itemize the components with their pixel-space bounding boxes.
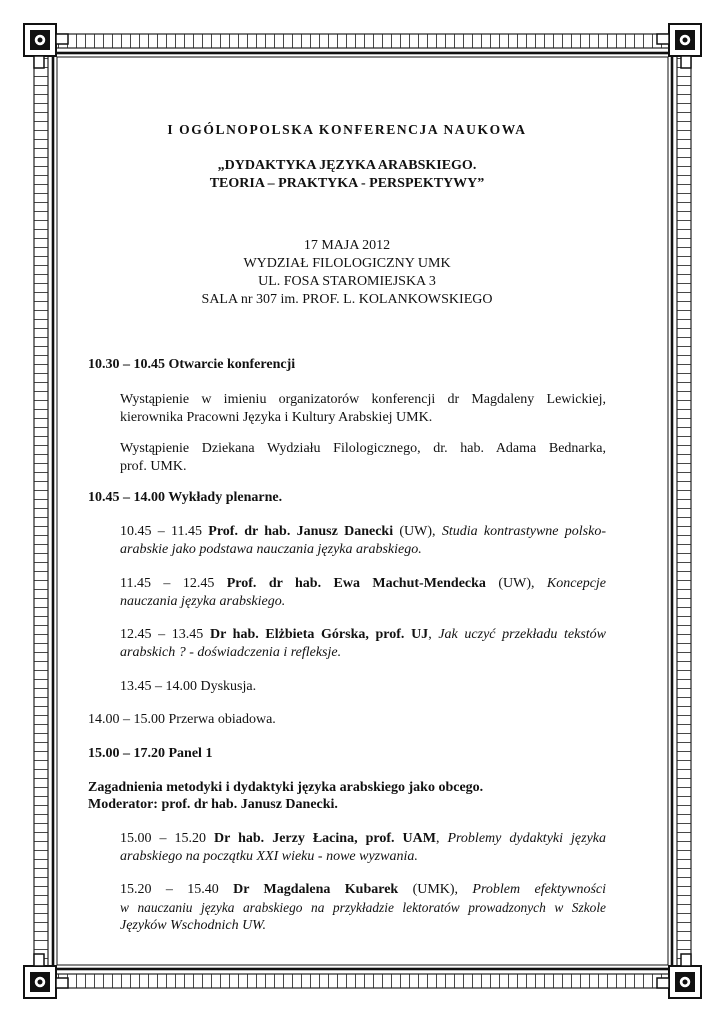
opening-paragraph-1-line2: kierownika Pracowni Języka i Kultury Arabskiej UMK. [120, 410, 433, 425]
plenary-talk-1-line1: 10.45 – 11.45 Prof. dr hab. Janusz Danecki (UW), Studia kontrastywne polsko- [120, 524, 607, 539]
panel-topic: Zagadnienia metodyki i dydaktyki języka arabskiego jako obcego. [88, 780, 484, 795]
conference-title: I OGÓLNOPOLSKA KONFERENCJA NAUKOWA [167, 122, 527, 137]
plenary-talk-3-line1: 12.45 – 13.45 Dr hab. Elżbieta Górska, prof. UJ, Jak uczyć przekładu tekstów [120, 627, 607, 642]
conference-date: 17 MAJA 2012 [303, 238, 391, 253]
opening-heading: 10.30 – 10.45 Otwarcie konferencji [88, 357, 296, 372]
opening-paragraph-2-line1: Wystąpienie Dziekana Wydziału Filologicznego, dr. hab. Adama Bednarka, [120, 441, 606, 456]
panel-talk-2-line2: w nauczaniu języka arabskiego na przykładzie lektoratów prowadzonych w Szkole [120, 900, 606, 915]
plenary-heading: 10.45 – 14.00 Wykłady plenarne. [88, 490, 283, 505]
panel-talk-1-line1: 15.00 – 15.20 Dr hab. Jerzy Łacina, prof. UAM, Problemy dydaktyki języka [120, 831, 606, 846]
panel-talk-2-line3: Języków Wschodnich UW. [120, 918, 267, 933]
plenary-talk-2-line2: nauczania języka arabskiego. [120, 594, 286, 609]
opening-paragraph-2-line2: prof. UMK. [120, 459, 187, 474]
lunch-break: 14.00 – 15.00 Przerwa obiadowa. [88, 712, 276, 727]
conference-street: UL. FOSA STAROMIEJSKA 3 [258, 274, 436, 289]
conference-subtitle-line2: TEORIA – PRAKTYKA - PERSPEKTYWY” [209, 176, 485, 191]
plenary-talk-2-line1: 11.45 – 12.45 Prof. dr hab. Ewa Machut-Mendecka (UW), Koncepcje [120, 576, 607, 591]
plenary-talk-3-line2: arabskich ? - doświadczenia i refleksje. [120, 645, 342, 660]
conference-room: SALA nr 307 im. PROF. L. KOLANKOWSKIEGO [201, 292, 493, 307]
panel-moderator: Moderator: prof. dr hab. Janusz Danecki. [88, 797, 338, 812]
plenary-discussion: 13.45 – 14.00 Dyskusja. [120, 679, 257, 694]
panel-talk-1-line2: arabskiego na początku XXI wieku - nowe wyzwania. [120, 849, 418, 864]
conference-subtitle-line1: „DYDAKTYKA JĘZYKA ARABSKIEGO. [217, 158, 477, 173]
panel-talk-2-line1: 15.20 – 15.40 Dr Magdalena Kubarek (UMK), Problem efektywności [120, 882, 607, 897]
conference-faculty: WYDZIAŁ FILOLOGICZNY UMK [243, 256, 451, 271]
panel-heading: 15.00 – 17.20 Panel 1 [88, 746, 213, 761]
opening-paragraph-1-line1: Wystąpienie w imieniu organizatorów konferencji dr Magdaleny Lewickiej, [120, 392, 606, 407]
plenary-talk-1-line2: arabskie jako podstawa nauczania języka arabskiego. [120, 542, 422, 557]
